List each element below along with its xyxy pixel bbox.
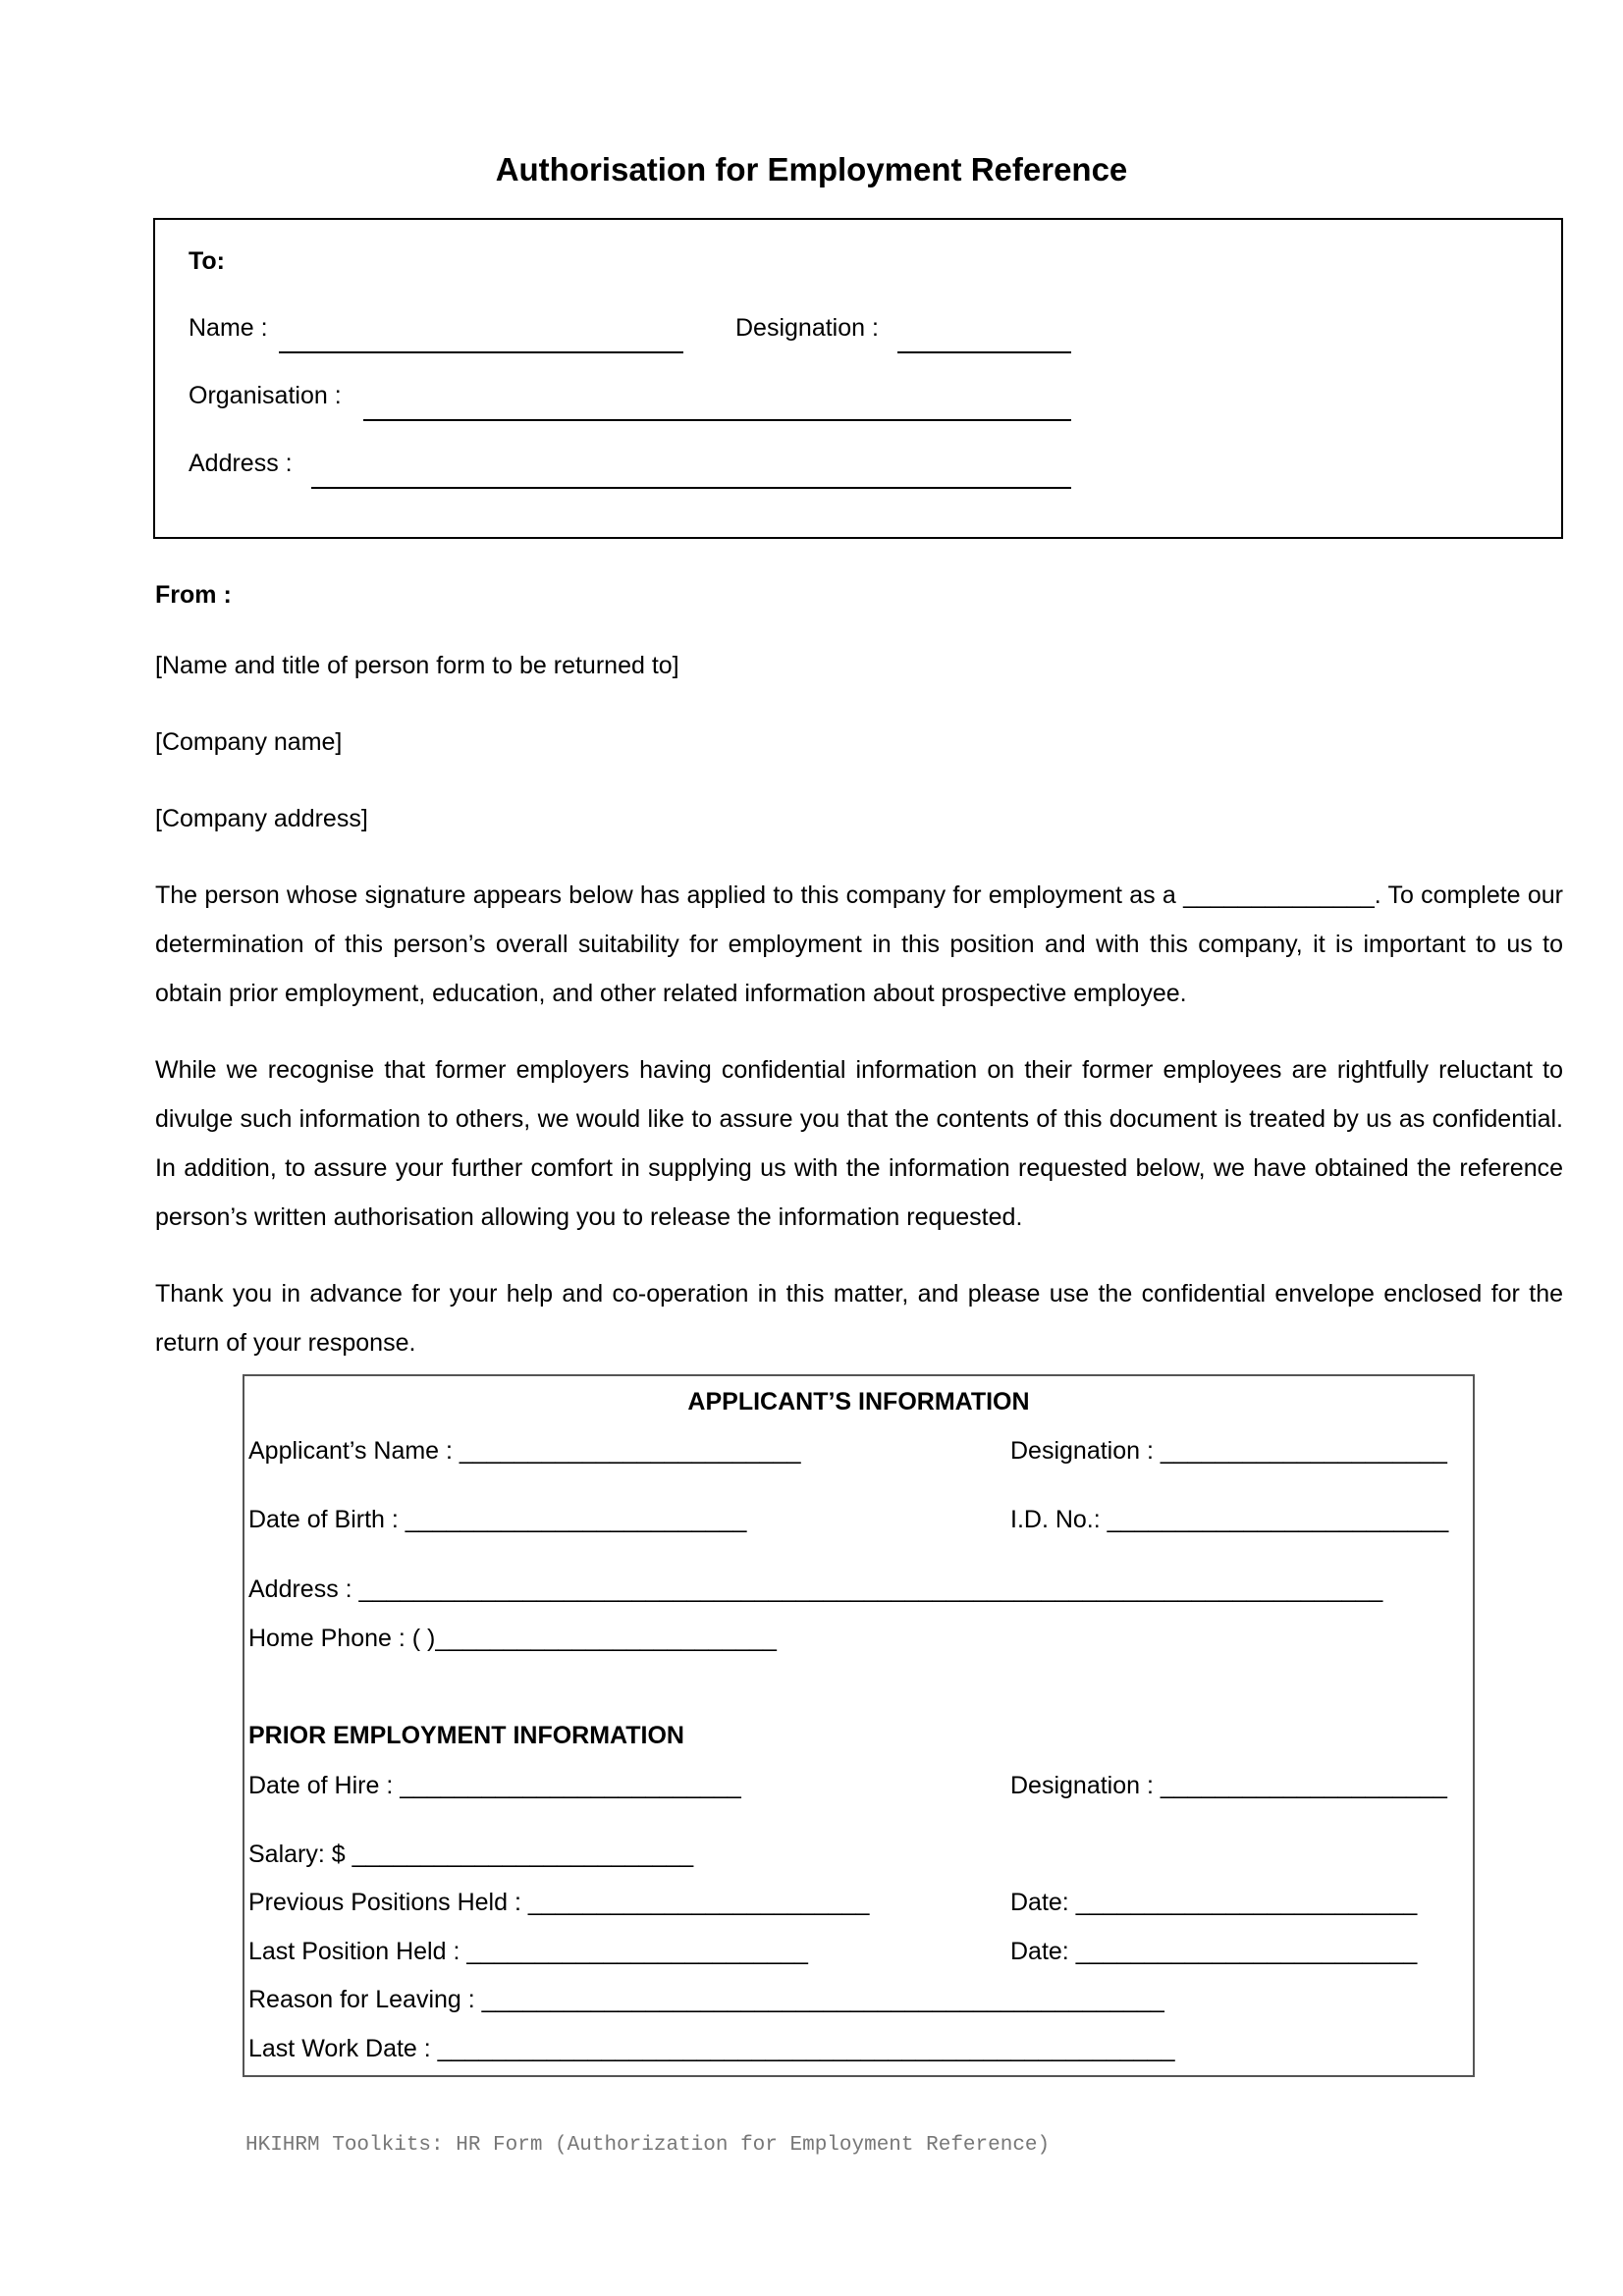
reason-for-leaving-field[interactable]: Reason for Leaving : __________________________________________________ [248,1986,1164,2013]
from-line-name: [Name and title of person form to be returned to] [155,652,679,679]
last-work-date-field[interactable]: Last Work Date : ______________________________________________________ [248,2035,1175,2062]
applicant-heading: APPLICANT’S INFORMATION [687,1388,1030,1415]
from-line-address: [Company address] [155,805,368,832]
last-position-field[interactable]: Last Position Held : _________________________ [248,1938,808,1965]
paragraph-thanks: Thank you in advance for your help and co-operation in this matter, and please use the confidential envelope enclosed for the return of your response. [155,1280,1563,1357]
to-organisation-field[interactable] [363,419,1071,421]
to-heading: To: [189,247,226,275]
applicant-info-box [243,1374,1475,2077]
paragraph-confidential: While we recognise that former employers having confidential information on their former employees are rightfully reluctant to divulge such information to others, we would like to assure you that the contents of this document is treated by us as confidential. In addition, to assure your further comfort in supplying us with the information requested below, we have obtained the reference person’s written authorisation allowing you to release the information requested. [155,1056,1563,1231]
prior-employment-heading: PRIOR EMPLOYMENT INFORMATION [248,1722,684,1749]
applicant-dob-field[interactable]: Date of Birth : _________________________ [248,1506,747,1533]
previous-positions-field[interactable]: Previous Positions Held : _________________________ [248,1889,870,1916]
to-address-label: Address : [189,450,293,477]
to-designation-label: Designation : [735,314,879,342]
to-address-field[interactable] [311,487,1071,489]
applicant-address-field[interactable]: Address : ___________________________________________________________________________ [248,1575,1383,1603]
applicant-id-field[interactable]: I.D. No.: _________________________ [1010,1506,1449,1533]
to-name-label: Name : [189,314,268,342]
last-position-date-field[interactable]: Date: _________________________ [1010,1938,1418,1965]
previous-positions-date-field[interactable]: Date: _________________________ [1010,1889,1418,1916]
applicant-name-field[interactable]: Applicant’s Name : _________________________ [248,1437,801,1465]
prior-designation-field[interactable]: Designation : _____________________ [1010,1772,1447,1799]
from-line-company: [Company name] [155,728,343,756]
page-footer: HKIHRM Toolkits: HR Form (Authorization for Employment Reference) [245,2134,1051,2157]
to-name-field[interactable] [279,351,683,353]
date-of-hire-field[interactable]: Date of Hire : _________________________ [248,1772,741,1799]
from-heading: From : [155,581,232,609]
applicant-home-phone-field[interactable]: Home Phone : ( )_________________________ [248,1625,777,1652]
paragraph-intro: The person whose signature appears below has applied to this company for employment as a ______________. To complete our determination of this person’s overall suitability for employment in this position and with this company, it is important to us to obtain prior employment, education, and other related information about prospective employee. [155,881,1563,1007]
salary-field[interactable]: Salary: $ _________________________ [248,1841,694,1868]
to-designation-field[interactable] [897,351,1071,353]
applicant-designation-field[interactable]: Designation : _____________________ [1010,1437,1447,1465]
page-title: Authorisation for Employment Reference [495,151,1128,187]
to-section-box [153,218,1563,539]
to-organisation-label: Organisation : [189,382,342,409]
